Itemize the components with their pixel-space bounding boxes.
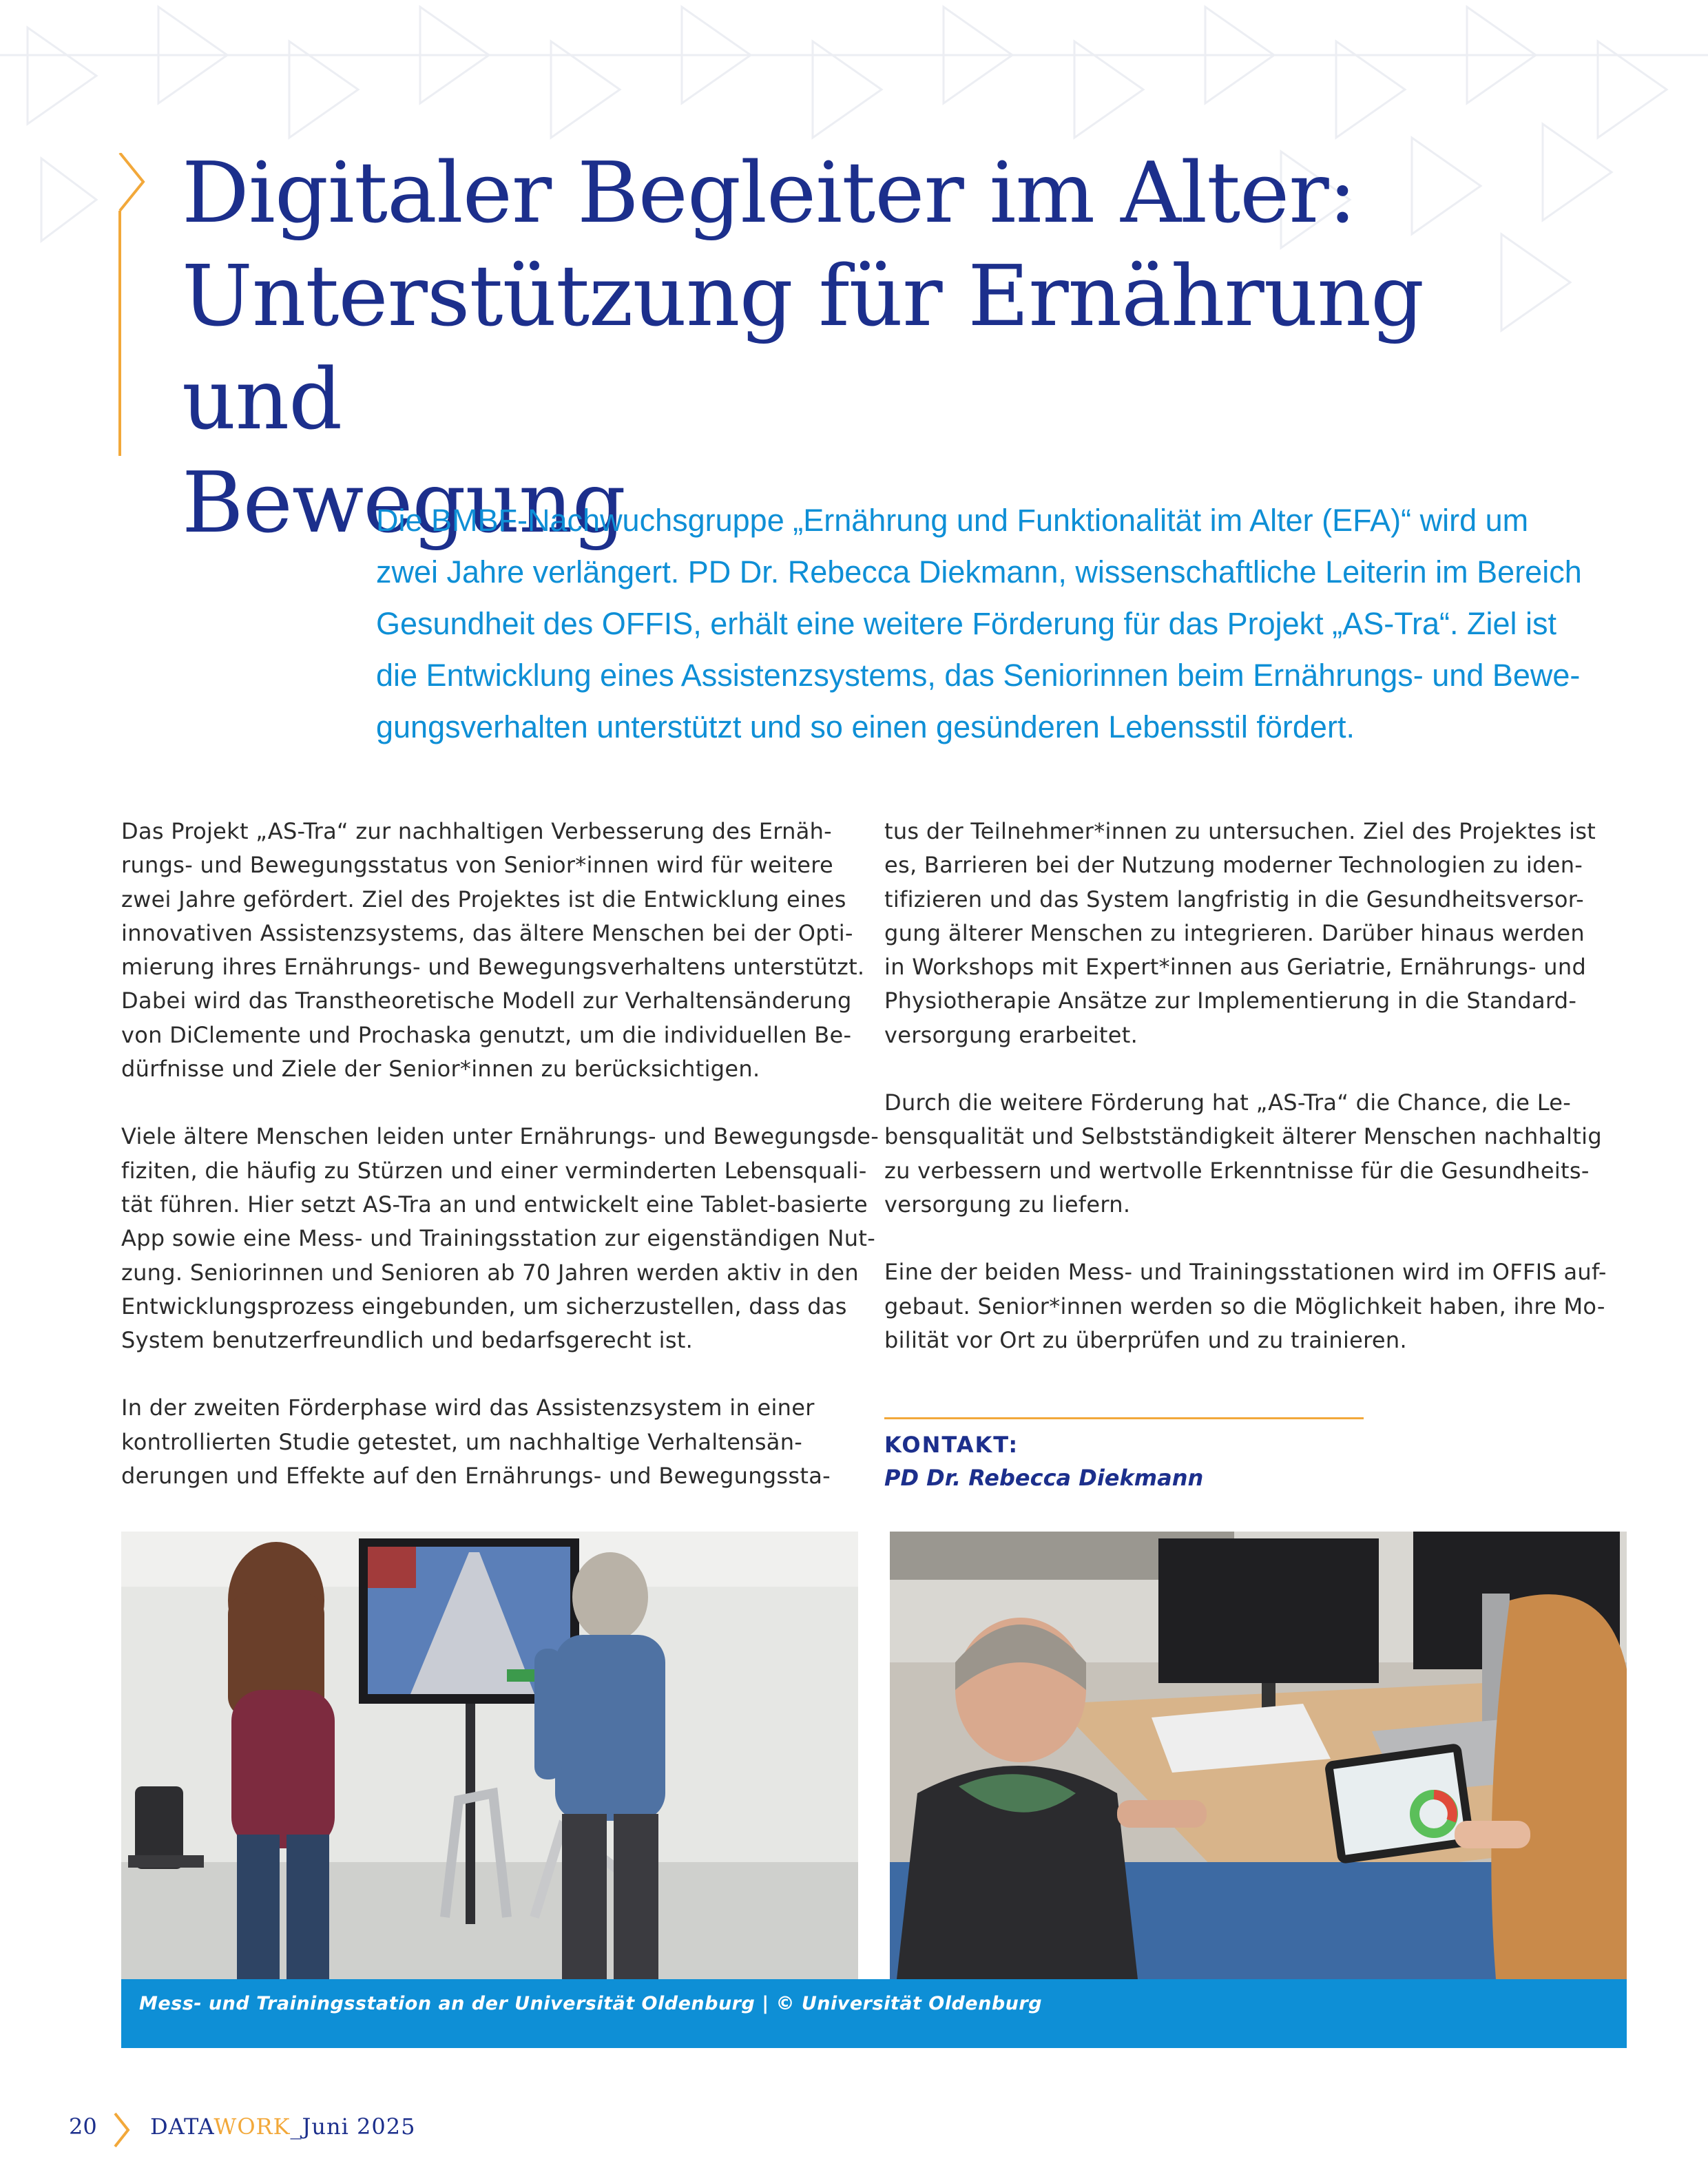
body-line: tus der Teilnehmer*innen zu untersuchen. Ziel des Projektes ist <box>884 818 1596 844</box>
contact-label: KONTAKT: <box>884 1432 1019 1458</box>
body-line: zu verbessern und wertvolle Erkenntnisse für die Gesundheits- <box>884 1157 1590 1184</box>
lead-line: zwei Jahre verlängert. PD Dr. Rebecca Diekmann, wissenschaftliche Leiterin im Bereich <box>376 554 1582 589</box>
body-line: mierung ihres Ernährungs- und Bewegungsverhaltens unterstützt. <box>121 954 865 981</box>
body-line: gung älterer Menschen zu integrieren. Darüber hinaus werden <box>884 919 1585 946</box>
body-column-left <box>121 815 879 1493</box>
brand-work: WORK <box>214 2113 291 2140</box>
body-line: rungs- und Bewegungsstatus von Senior*innen wird für weitere <box>121 852 833 879</box>
body-line: Physiotherapie Ansätze zur Implementierung in die Standard- <box>884 988 1577 1014</box>
title-line: Unterstützung für Ernährung und <box>182 247 1424 448</box>
article-lead <box>376 494 1616 753</box>
body-line: Eine der beiden Mess- und Trainingsstationen wird im OFFIS auf- <box>884 1259 1607 1286</box>
body-line: tifizieren und das System langfristig in die Gesundheitsversor- <box>884 886 1584 912</box>
body-line: Durch die weitere Förderung hat „AS-Tra“ die Chance, die Le- <box>884 1089 1572 1116</box>
body-line: dürfnisse und Ziele der Senior*innen zu berücksichtigen. <box>121 1056 760 1083</box>
body-column-right <box>884 815 1628 1357</box>
page-number: 20 <box>69 2113 97 2140</box>
body-line: versorgung erarbeitet. <box>884 1021 1138 1048</box>
photo-caption-bar <box>121 1979 1627 2048</box>
body-line: fiziten, die häufig zu Stürzen und einer verminderten Lebensquali- <box>121 1157 867 1184</box>
body-line: gebaut. Senior*innen werden so die Möglichkeit haben, ihre Mo- <box>884 1293 1605 1319</box>
lead-line: die Entwicklung eines Assistenzsystems, das Seniorinnen beim Ernährungs- und Bewe- <box>376 658 1581 693</box>
title-line: Digitaler Begleiter im Alter: <box>182 144 1356 242</box>
brand-issue: _Juni 2025 <box>290 2113 416 2140</box>
chevron-right-icon <box>113 2111 131 2149</box>
body-line: von DiClemente und Prochaska genutzt, um die individuellen Be- <box>121 1021 852 1048</box>
body-line: Dabei wird das Transtheoretische Modell zur Verhaltensänderung <box>121 988 852 1014</box>
contact-name: PD Dr. Rebecca Diekmann <box>884 1465 1204 1491</box>
body-line: derungen und Effekte auf den Ernährungs- und Bewegungssta- <box>121 1463 831 1490</box>
photo-tablet-usage <box>890 1532 1627 1979</box>
body-line: bensqualität und Selbstständigkeit älterer Menschen nachhaltig <box>884 1123 1602 1150</box>
lead-line: Gesundheit des OFFIS, erhält eine weitere Förderung für das Projekt „AS-Tra“. Ziel ist <box>376 606 1557 641</box>
body-line: Viele ältere Menschen leiden unter Ernährungs- und Bewegungsde- <box>121 1123 879 1150</box>
body-line: zung. Seniorinnen und Senioren ab 70 Jahren werden aktiv in den <box>121 1259 859 1286</box>
body-line: in Workshops mit Expert*innen aus Geriatrie, Ernährungs- und <box>884 954 1587 981</box>
body-line: bilität vor Ort zu überprüfen und zu trainieren. <box>884 1326 1407 1353</box>
body-line: Entwicklungsprozess eingebunden, um sicherzustellen, dass das <box>121 1293 847 1319</box>
body-line: innovativen Assistenzsystems, das ältere Menschen bei der Opti- <box>121 919 853 946</box>
title-accent-bracket <box>117 153 147 456</box>
photo-training-station <box>121 1532 858 1979</box>
body-line: System benutzerfreundlich und bedarfsgerecht ist. <box>121 1327 694 1354</box>
lead-line: Die BMBF-Nachwuchsgruppe „Ernährung und Funktionalität im Alter (EFA)“ wird um <box>376 503 1529 538</box>
contact-divider <box>884 1417 1364 1419</box>
body-line: App sowie eine Mess- und Trainingsstation zur eigenständigen Nut- <box>121 1225 876 1252</box>
body-line: tät führen. Hier setzt AS-Tra an und entwickelt eine Tablet-basierte <box>121 1191 868 1218</box>
body-line: kontrollierten Studie getestet, um nachhaltige Verhaltensän- <box>121 1428 803 1455</box>
body-line: versorgung zu liefern. <box>884 1191 1131 1218</box>
body-line: In der zweiten Förderphase wird das Assistenzsystem in einer <box>121 1395 815 1421</box>
body-line: Das Projekt „AS-Tra“ zur nachhaltigen Verbesserung des Ernäh- <box>121 818 833 844</box>
body-line: es, Barrieren bei der Nutzung moderner Technologien zu iden- <box>884 852 1583 879</box>
lead-line: gungsverhalten unterstützt und so einen gesünderen Lebensstil fördert. <box>376 709 1355 744</box>
magazine-brand <box>150 2113 415 2140</box>
body-line: zwei Jahre gefördert. Ziel des Projektes ist die Entwicklung eines <box>121 886 846 912</box>
article-title <box>182 141 1559 554</box>
title-line: Bewegung <box>182 454 625 552</box>
photo-caption: Mess- und Trainingsstation an der Universität Oldenburg | © Universität Oldenburg <box>139 1993 1043 2014</box>
brand-data: DATA <box>150 2113 214 2140</box>
